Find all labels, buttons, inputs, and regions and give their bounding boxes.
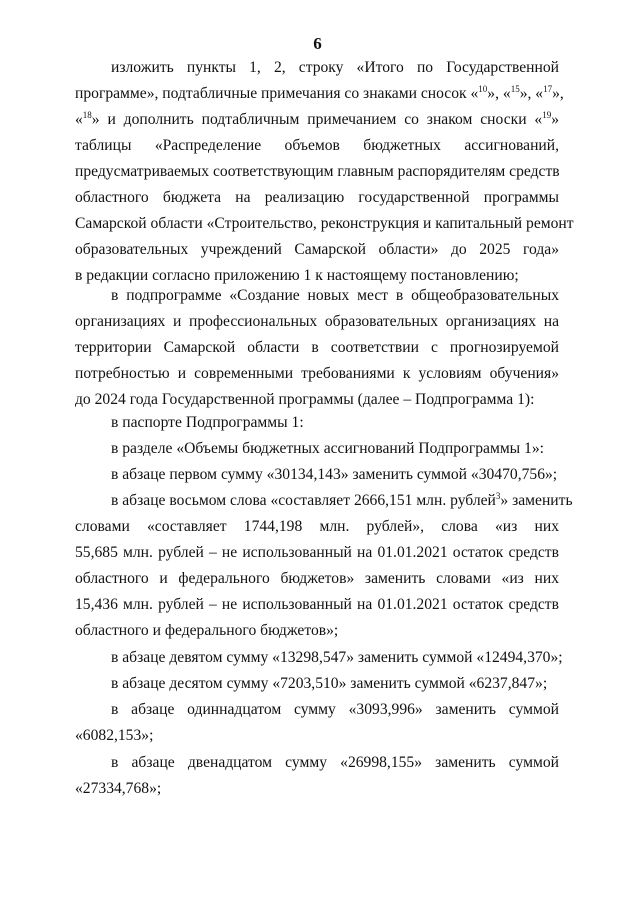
text-run: предусматриваемых соответствующим главным распорядителям средств	[75, 163, 560, 180]
text-line	[75, 488, 573, 514]
text-line	[75, 462, 559, 488]
text-line	[75, 776, 559, 802]
text-line	[75, 211, 574, 237]
text-run: потребностью и современными требованиями к условиям обучения»	[75, 365, 559, 382]
text-line	[75, 55, 559, 81]
text-line	[75, 592, 559, 618]
text-run: »	[551, 111, 559, 128]
text-run: таблицы «Распределение объемов бюджетных ассигнований,	[75, 137, 559, 154]
text-line	[75, 410, 559, 436]
text-run: » и дополнить подтабличным примечанием со знаком сноски «	[91, 111, 543, 128]
paragraph	[75, 462, 559, 488]
text-run: »,	[552, 85, 564, 102]
text-run: территории Самарской области в соответствии с прогнозируемой	[75, 339, 559, 356]
text-line	[75, 645, 563, 671]
paragraph	[75, 697, 559, 749]
text-line	[75, 283, 559, 309]
page-number: 6	[313, 34, 322, 53]
paragraph	[75, 283, 559, 413]
text-line	[75, 618, 559, 644]
text-line	[75, 750, 559, 776]
text-run: областного и федерального бюджетов» заменить словами «из них	[75, 570, 559, 587]
text-line	[75, 566, 559, 592]
text-run: «6082,153»;	[75, 727, 154, 744]
footnote-mark: 17	[543, 84, 553, 94]
text-run: в подпрограмме «Создание новых мест в общеобразовательных	[111, 287, 559, 304]
paragraph	[75, 436, 559, 462]
text-line	[75, 133, 559, 159]
text-run: «27334,768»;	[75, 780, 162, 797]
text-line	[75, 237, 559, 263]
text-run: в абзаце восьмом слова «составляет 2666,151 млн. рублей	[111, 492, 496, 509]
text-line	[75, 159, 559, 185]
footnote-mark: 10	[478, 84, 488, 94]
paragraph	[75, 410, 559, 436]
text-run: в разделе «Объемы бюджетных ассигнований Подпрограммы 1»:	[111, 440, 544, 457]
text-run: в абзаце одиннадцатом сумму «3093,996» заменить суммой	[111, 701, 559, 718]
text-run: в абзаце двенадцатом сумму «26998,155» заменить суммой	[111, 754, 559, 771]
text-run: в редакции согласно приложению 1 к настоящему постановлению;	[75, 267, 519, 284]
text-run: в абзаце десятом сумму «7203,510» заменить суммой «6237,847»;	[111, 675, 548, 692]
paragraph	[75, 750, 559, 802]
text-run: » заменить	[500, 492, 573, 509]
text-run: Самарской области «Строительство, реконструкция и капитальный ремонт	[75, 215, 574, 232]
paragraph	[75, 55, 574, 289]
text-run: », «	[519, 85, 544, 102]
text-run: образовательных учреждений Самарской области» до 2025 года»	[75, 241, 559, 258]
text-line	[75, 723, 559, 749]
text-line	[75, 540, 559, 566]
text-line	[75, 436, 559, 462]
text-line	[75, 361, 559, 387]
text-line	[75, 185, 559, 211]
text-run: до 2024 года Государственной программы (далее – Подпрограмма 1):	[75, 391, 535, 408]
text-run: 55,685 млн. рублей – не использованный на 01.01.2021 остаток средств	[75, 544, 559, 561]
text-run: областного и федерального бюджетов»;	[75, 622, 339, 639]
text-run: организациях и профессиональных образовательных организациях на	[75, 313, 559, 330]
text-run: областного бюджета на реализацию государственной программы	[75, 189, 559, 206]
text-line	[75, 671, 559, 697]
text-run: «	[75, 111, 83, 128]
text-line	[75, 81, 564, 107]
text-line	[75, 697, 559, 723]
text-run: 15,436 млн. рублей – не использованный на 01.01.2021 остаток средств	[75, 596, 559, 613]
text-run: изложить пункты 1, 2, строку «Итого по Государственной	[111, 59, 559, 76]
text-run: программе», подтабличные примечания со знаками сносок «	[75, 85, 479, 102]
paragraph	[75, 645, 563, 671]
text-run: в абзаце девятом сумму «13298,547» заменить суммой «12494,370»;	[111, 649, 563, 666]
text-run: словами «составляет 1744,198 млн. рублей», слова «из них	[75, 518, 559, 535]
text-line	[75, 335, 559, 361]
text-line	[75, 309, 559, 335]
text-run: в паспорте Подпрограммы 1:	[111, 414, 304, 431]
footnote-mark: 3	[495, 491, 501, 501]
text-line	[75, 514, 559, 540]
footnote-mark: 15	[510, 84, 520, 94]
text-run: в абзаце первом сумму «30134,143» заменить суммой «30470,756»;	[111, 466, 558, 483]
text-line	[75, 107, 559, 133]
paragraph	[75, 488, 573, 644]
paragraph	[75, 671, 559, 697]
footnote-mark: 19	[542, 110, 552, 120]
text-run: », «	[487, 85, 511, 102]
footnote-mark: 18	[82, 110, 92, 120]
